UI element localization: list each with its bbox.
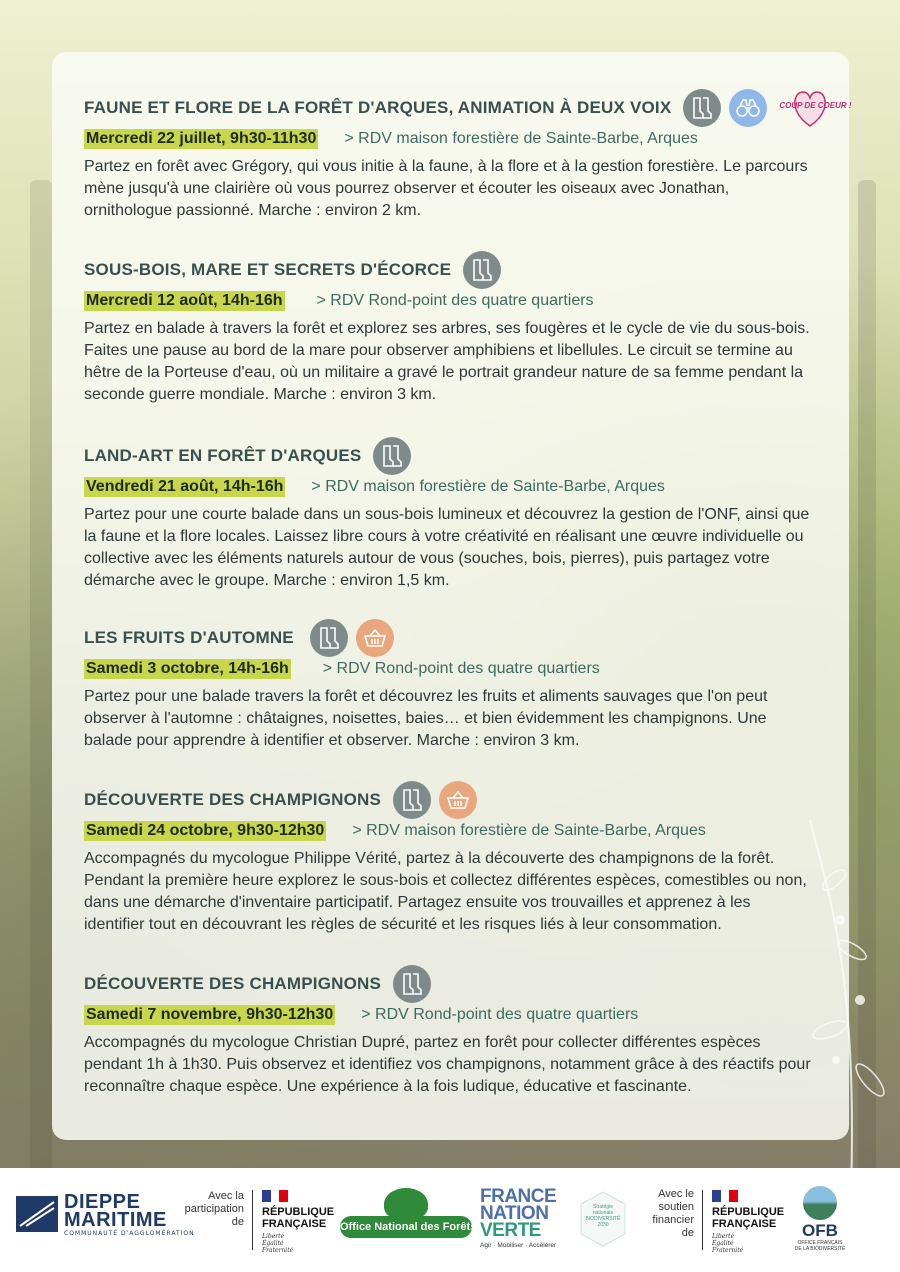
republique-motto-1: Liberté	[262, 1233, 285, 1240]
onf-logo	[340, 1188, 477, 1240]
boots-icon	[463, 251, 501, 289]
basket-icon	[356, 619, 394, 657]
event-description: Partez pour une balade travers la forêt et découvrez les fruits et aliments sauvages que l'on peut observer à l'automne : châtaignes, noisettes, baies… et bien évidemment les champignons. Une balade pour apprendre à identifier et observer. Marche : environ 3 km.	[84, 688, 768, 749]
event-title: LAND-ART EN FORÊT D'ARQUES	[84, 446, 362, 465]
soutien-note	[640, 1188, 694, 1240]
event-meeting-point: > RDV Rond-point des quatre quartiers	[361, 1006, 639, 1023]
event-title: LES FRUITS D'AUTOMNE	[84, 628, 294, 647]
strategie-biodiversite-logo	[578, 1190, 628, 1248]
french-flag-icon	[712, 1190, 738, 1202]
event-title: DÉCOUVERTE DES CHAMPIGNONS	[84, 974, 382, 993]
event-title: SOUS-BOIS, MARE ET SECRETS D'ÉCORCE	[84, 260, 452, 279]
event-title: FAUNE ET FLORE DE LA FORÊT D'ARQUES, ANIMATION À DEUX VOIX	[84, 98, 672, 117]
fnv-line1: FRANCE	[480, 1186, 557, 1207]
event-date: Mercredi 12 août, 14h-16h	[86, 292, 283, 309]
republique-motto-3: Fraternité	[262, 1247, 294, 1254]
dieppe-maritime-logo	[16, 1191, 195, 1242]
event-date: Vendredi 21 août, 14h-16h	[86, 478, 284, 495]
note-line: Avec le	[658, 1188, 694, 1200]
ofb-subtitle-1: OFFICE FRANÇAIS	[797, 1240, 843, 1246]
republique-motto-1: Liberté	[712, 1233, 735, 1240]
event-date: Mercredi 22 juillet, 9h30-11h30	[86, 130, 317, 147]
note-line: soutien	[658, 1201, 694, 1213]
binoculars-icon	[729, 89, 767, 127]
event-land-art	[84, 436, 824, 592]
note-line: participation	[184, 1203, 244, 1215]
republique-line1: RÉPUBLIQUE	[712, 1206, 785, 1218]
note-line: de	[681, 1227, 694, 1239]
background-tree-trunk	[30, 180, 52, 1172]
strategie-line: Stratégie	[592, 1204, 613, 1210]
event-faune-flore	[84, 88, 852, 222]
event-sous-bois	[84, 250, 824, 406]
dieppe-line2: MARITIME	[64, 1209, 167, 1231]
ofb-logo	[790, 1186, 850, 1258]
note-line: de	[231, 1216, 244, 1228]
event-fruits-automne	[84, 618, 824, 752]
republique-motto-2: Égalité	[262, 1240, 284, 1247]
boots-icon	[373, 437, 411, 475]
divider	[252, 1190, 253, 1250]
fnv-subtitle: Agir · Mobiliser · Accélérer	[480, 1242, 557, 1249]
strategie-line: nationale	[592, 1210, 614, 1216]
boots-icon	[393, 965, 431, 1003]
boots-icon	[683, 89, 721, 127]
event-champignons-novembre	[84, 964, 824, 1098]
participation-note	[170, 1190, 244, 1229]
event-meeting-point: > RDV maison forestière de Sainte-Barbe, Arques	[311, 478, 665, 495]
ofb-subtitle-2: DE LA BIODIVERSITÉ	[794, 1246, 846, 1252]
republique-francaise-logo	[262, 1190, 334, 1254]
event-meeting-point: > RDV Rond-point des quatre quartiers	[316, 292, 594, 309]
onf-label: Office National des Forêts	[340, 1216, 472, 1238]
strategie-line: 2030	[597, 1222, 609, 1228]
ofb-emblem-icon	[803, 1186, 837, 1220]
event-title: DÉCOUVERTE DES CHAMPIGNONS	[84, 790, 382, 809]
event-description: Partez en forêt avec Grégory, qui vous initie à la faune, à la flore et à la gestion forestière. Le parcours mène jusqu'à une clairière où vous pourrez observer et écouter les oiseaux avec Jonathan, ornithologue passionné. Marche : environ 2 km.	[84, 158, 808, 219]
boots-icon	[310, 619, 348, 657]
ofb-label: OFB	[802, 1221, 838, 1240]
partners-footer	[0, 1168, 900, 1272]
note-line: Avec la	[208, 1190, 244, 1202]
dieppe-line1: DIEPPE	[64, 1191, 141, 1213]
french-flag-icon	[262, 1190, 288, 1202]
event-description: Partez pour une courte balade dans un sous-bois lumineux et découvrez la gestion de l'ONF, ainsi que la faune et la flore locales. Laissez libre cours à votre créativité en réalisant une œuvre individuelle ou collective avec les éléments naturels autour de vous (souches, bois, pierres), puis partagez votre démarche avec le groupe. Marche : environ 1,5 km.	[84, 506, 810, 589]
coup-de-coeur-heart-icon	[779, 88, 852, 128]
event-meeting-point: > RDV Rond-point des quatre quartiers	[322, 660, 600, 677]
fnv-line3: VERTE	[480, 1220, 541, 1241]
event-champignons-octobre	[84, 780, 824, 936]
republique-francaise-logo-2	[712, 1190, 784, 1254]
event-description: Accompagnés du mycologue Philippe Vérité, partez à la découverte des champignons de la forêt. Pendant la première heure explorez le sous-bois et collectez différentes espèces, comestibles ou non, dans une démarche d'inventaire participatif. Partagez ensuite vos trouvailles et apprenez à les identifier tout en découvrant les règles de sécurité et les risques liés à leur consommation.	[84, 850, 807, 933]
event-date: Samedi 24 octobre, 9h30-12h30	[86, 822, 325, 839]
dieppe-maritime-mark	[16, 1196, 58, 1232]
fnv-line2: NATION	[480, 1203, 549, 1224]
republique-motto-3: Fraternité	[712, 1247, 744, 1254]
republique-motto-2: Égalité	[712, 1240, 734, 1247]
france-nation-verte-logo	[480, 1188, 570, 1249]
event-meeting-point: > RDV maison forestière de Sainte-Barbe, Arques	[344, 130, 698, 147]
event-date: Samedi 7 novembre, 9h30-12h30	[86, 1006, 334, 1023]
republique-line2: FRANÇAISE	[712, 1218, 777, 1230]
event-meeting-point: > RDV maison forestière de Sainte-Barbe, Arques	[352, 822, 706, 839]
republique-line1: RÉPUBLIQUE	[262, 1206, 335, 1218]
coup-de-coeur-label: COUP DE COEUR !	[779, 101, 852, 110]
strategie-line: BIODIVERSITÉ	[585, 1216, 621, 1222]
divider	[702, 1190, 703, 1250]
event-description: Partez en balade à travers la forêt et explorez ses arbres, ses fougères et le cycle de vie du sous-bois. Faites une pause au bord de la mare pour observer amphibiens et libellules. Le circuit se termine au hêtre de la Porteuse d'eau, où un militaire a gravé le portrait grandeur nature de sa femme pendant la seconde guerre mondiale. Marche : environ 3 km.	[84, 320, 810, 403]
note-line: financier	[652, 1214, 694, 1226]
boots-icon	[393, 781, 431, 819]
republique-line2: FRANÇAISE	[262, 1218, 327, 1230]
event-date: Samedi 3 octobre, 14h-16h	[86, 660, 289, 677]
dieppe-subtitle: COMMUNAUTÉ D'AGGLOMÉRATION	[64, 1230, 195, 1237]
basket-icon	[439, 781, 477, 819]
event-description: Accompagnés du mycologue Christian Dupré, partez en forêt pour collecter différentes espèces pendant 1h à 1h30. Puis observez et identifiez vos champignons, notamment grâce à des réactifs pour reconnaître chaque espèce. Une expérience à la fois ludique, éducative et fascinante.	[84, 1034, 811, 1095]
